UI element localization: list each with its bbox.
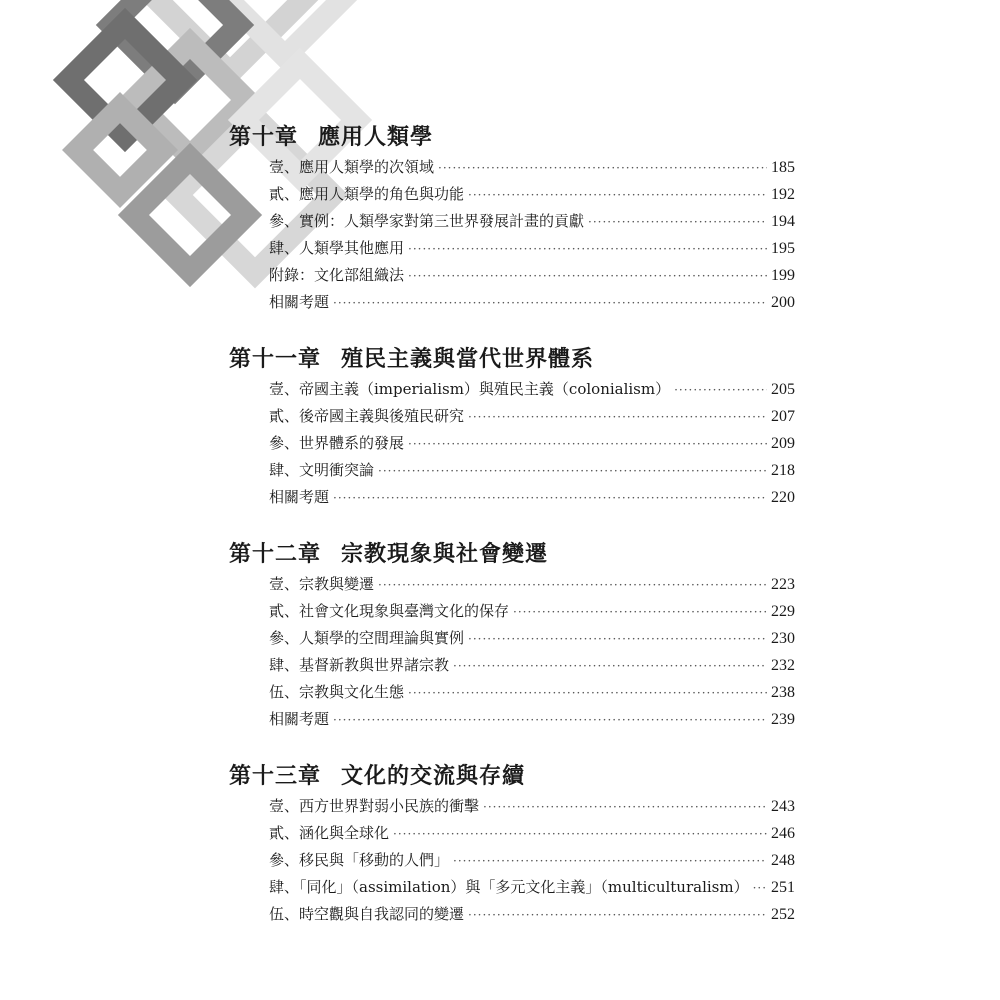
page-number: 199 bbox=[771, 267, 795, 284]
page-number: 238 bbox=[771, 684, 795, 701]
chapter-12 bbox=[229, 537, 795, 733]
dot-leader bbox=[468, 404, 767, 431]
dot-leader bbox=[513, 599, 767, 626]
chapter-number: 第十二章 bbox=[229, 541, 322, 567]
toc-entry[interactable] bbox=[269, 901, 795, 928]
dot-leader bbox=[393, 821, 767, 848]
toc-entry[interactable] bbox=[269, 376, 795, 403]
toc-entry[interactable] bbox=[269, 262, 795, 289]
table-of-contents bbox=[229, 120, 795, 954]
toc-entry[interactable] bbox=[269, 874, 795, 901]
dot-leader bbox=[333, 290, 767, 317]
chapter-heading bbox=[229, 759, 795, 793]
chapter-number: 第十章 bbox=[229, 124, 299, 150]
entry-label: 貳、後帝國主義與後殖民研究 bbox=[269, 407, 465, 425]
entry-label: 肆、人類學其他應用 bbox=[269, 239, 405, 257]
entry-label: 相關考題 bbox=[269, 293, 330, 311]
toc-entry[interactable] bbox=[269, 208, 795, 235]
chapter-13 bbox=[229, 759, 795, 928]
dot-leader bbox=[453, 848, 767, 875]
toc-entry[interactable] bbox=[269, 598, 795, 625]
entry-label: 貳、應用人類學的角色與功能 bbox=[269, 185, 465, 203]
entry-label: 相關考題 bbox=[269, 488, 330, 506]
page-number: 200 bbox=[771, 294, 795, 311]
entry-label: 貳、社會文化現象與臺灣文化的保存 bbox=[269, 602, 510, 620]
chapter-title: 宗教現象與社會變遷 bbox=[341, 541, 549, 567]
toc-entry[interactable] bbox=[269, 706, 795, 733]
page-number: 194 bbox=[771, 213, 795, 230]
toc-entry[interactable] bbox=[269, 820, 795, 847]
entry-label: 相關考題 bbox=[269, 710, 330, 728]
chapter-heading bbox=[229, 120, 795, 154]
page-number: 251 bbox=[771, 879, 795, 896]
dot-leader bbox=[753, 875, 767, 902]
entry-label: 參、人類學的空間理論與實例 bbox=[269, 629, 465, 647]
entry-label: 壹、西方世界對弱小民族的衝擊 bbox=[269, 797, 480, 815]
toc-entry[interactable] bbox=[269, 289, 795, 316]
page-number: 185 bbox=[771, 159, 795, 176]
entry-label: 參、實例：人類學家對第三世界發展計畫的貢獻 bbox=[269, 212, 585, 230]
dot-leader bbox=[588, 209, 767, 236]
dot-leader bbox=[483, 794, 767, 821]
entry-label: 伍、宗教與文化生態 bbox=[269, 683, 405, 701]
toc-entry[interactable] bbox=[269, 625, 795, 652]
chapter-title: 應用人類學 bbox=[318, 124, 434, 150]
chapter-title: 殖民主義與當代世界體系 bbox=[341, 346, 595, 372]
entry-label: 肆、「同化」（assimilation）與「多元文化主義」（multiculturalism） bbox=[269, 878, 749, 896]
dot-leader bbox=[378, 458, 767, 485]
chapter-title: 文化的交流與存續 bbox=[341, 763, 526, 789]
dot-leader bbox=[408, 431, 767, 458]
entry-label: 肆、基督新教與世界諸宗教 bbox=[269, 656, 450, 674]
toc-entry[interactable] bbox=[269, 457, 795, 484]
page-number: 195 bbox=[771, 240, 795, 257]
page-number: 232 bbox=[771, 657, 795, 674]
chapter-heading bbox=[229, 342, 795, 376]
entry-label: 壹、應用人類學的次領域 bbox=[269, 158, 435, 176]
chapter-number: 第十三章 bbox=[229, 763, 322, 789]
toc-entry[interactable] bbox=[269, 847, 795, 874]
page-number: 230 bbox=[771, 630, 795, 647]
dot-leader bbox=[453, 653, 767, 680]
page-number: 248 bbox=[771, 852, 795, 869]
chapter-number: 第十一章 bbox=[229, 346, 322, 372]
page-number: 192 bbox=[771, 186, 795, 203]
toc-entry[interactable] bbox=[269, 652, 795, 679]
page-number: 220 bbox=[771, 489, 795, 506]
entry-label: 肆、文明衝突論 bbox=[269, 461, 375, 479]
toc-entry[interactable] bbox=[269, 793, 795, 820]
page-number: 239 bbox=[771, 711, 795, 728]
toc-entry[interactable] bbox=[269, 154, 795, 181]
dot-leader bbox=[468, 902, 767, 929]
page-number: 229 bbox=[771, 603, 795, 620]
entry-label: 壹、宗教與變遷 bbox=[269, 575, 375, 593]
dot-leader bbox=[408, 236, 767, 263]
toc-entry[interactable] bbox=[269, 430, 795, 457]
page-number: 243 bbox=[771, 798, 795, 815]
dot-leader bbox=[333, 707, 767, 734]
dot-leader bbox=[378, 572, 767, 599]
dot-leader bbox=[333, 485, 767, 512]
dot-leader bbox=[438, 155, 767, 182]
page-number: 207 bbox=[771, 408, 795, 425]
toc-entry[interactable] bbox=[269, 403, 795, 430]
toc-entry[interactable] bbox=[269, 571, 795, 598]
dot-leader bbox=[674, 377, 767, 404]
page-number: 246 bbox=[771, 825, 795, 842]
toc-entry[interactable] bbox=[269, 181, 795, 208]
toc-entry[interactable] bbox=[269, 235, 795, 262]
entry-label: 附錄：文化部組織法 bbox=[269, 266, 405, 284]
toc-entry[interactable] bbox=[269, 484, 795, 511]
page-number: 252 bbox=[771, 906, 795, 923]
entry-label: 貳、涵化與全球化 bbox=[269, 824, 390, 842]
chapter-11 bbox=[229, 342, 795, 511]
dot-leader bbox=[468, 182, 767, 209]
page-number: 209 bbox=[771, 435, 795, 452]
dot-leader bbox=[408, 680, 767, 707]
chapter-10 bbox=[229, 120, 795, 316]
page-number: 218 bbox=[771, 462, 795, 479]
chapter-heading bbox=[229, 537, 795, 571]
entry-label: 伍、時空觀與自我認同的變遷 bbox=[269, 905, 465, 923]
toc-entry[interactable] bbox=[269, 679, 795, 706]
page-number: 205 bbox=[771, 381, 795, 398]
page-number: 223 bbox=[771, 576, 795, 593]
dot-leader bbox=[408, 263, 767, 290]
entry-label: 參、世界體系的發展 bbox=[269, 434, 405, 452]
entry-label: 壹、帝國主義（imperialism）與殖民主義（colonialism） bbox=[269, 380, 671, 398]
dot-leader bbox=[468, 626, 767, 653]
entry-label: 參、移民與「移動的人們」 bbox=[269, 851, 450, 869]
